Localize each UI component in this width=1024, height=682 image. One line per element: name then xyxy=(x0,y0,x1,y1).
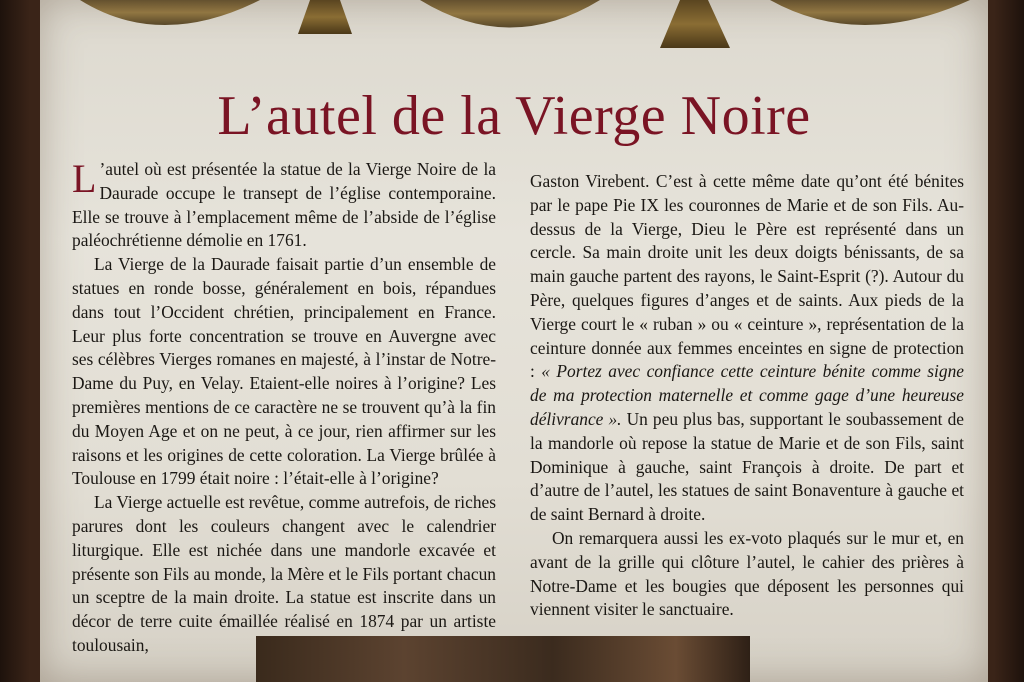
drop-cap: L xyxy=(72,156,97,201)
tassel-swag xyxy=(80,0,260,25)
paragraph: On remarquera aussi les ex-voto plaqués sur le mur et, en avant de la grille qui clôture l’autel, le cahier des prières à Notre-Dame et les bougies que déposent les personnes qui viennent visiter le sanctuaire. xyxy=(530,527,964,620)
paragraph-text: Gaston Virebent. C’est à cette même date qu’ont été bénites par le pape Pie IX les couronnes de Marie et de son Fils. Au-dessus de la Vierge, Dieu le Père est représenté dans un cercle. Sa main droite unit les deux doigts bénissants, de sa main gauche partent des rayons, le Saint-Esprit (?). Autour du Père, quelques figures d’anges et de saints. Aux pieds de la Vierge court le « ruban » ou « ceinture », représentation de la ceinture donnée aux femmes enceintes en signe de protection : xyxy=(530,171,964,382)
paragraph: La Vierge de la Daurade faisait partie d’un ensemble de statues en ronde bosse, généralement en bois, répandues dans tout l’Occident chrétien, principalement en France. Leur plus forte concentration se trouve en Auvergne avec ses célèbres Vierges romanes en majesté, à l’instar de Notre-Dame du Puy, en Velay. Etaient-elle noires à l’origine? Les premières mentions de ce caractère ne se trouvent qu’à la fin du Moyen Age et on ne peut, à ce jour, rien affirmer sur les raisons et les origines de cette coloration. La Vierge brûlée à Toulouse en 1799 était noire : l’était-elle à l’origine? xyxy=(72,254,496,489)
gold-tassel-fringe xyxy=(40,0,988,60)
paragraph-text: ’autel où est présentée la statue de la Vierge Noire de la Daurade occupe le transept de l’église contemporaine. Elle se trouve à l’emplacement même de l’abside de l’église paléochrétienne démolie en 1761. xyxy=(72,159,496,251)
paragraph xyxy=(72,158,496,253)
panel-title: L’autel de la Vierge Noire xyxy=(217,85,811,147)
italic-quote: « Portez avec confiance cette ceinture bénite comme signe de ma protection maternelle et comme gage d’une heureuse délivrance ». xyxy=(530,361,964,429)
paragraph xyxy=(530,170,964,527)
right-text-column xyxy=(530,170,964,622)
altar-photo xyxy=(256,636,750,682)
tassel xyxy=(298,0,352,34)
tassel-swag xyxy=(420,0,600,28)
tassel xyxy=(660,0,730,48)
left-text-column xyxy=(72,158,496,658)
tassel-swag xyxy=(770,0,970,25)
paragraph-text: Un peu plus bas, supportant le soubassement de la mandorle où repose la statue de Marie et de son Fils, saint Dominique à gauche, saint François à droite. De part et d’autre de l’autel, les statues de saint Bonaventure à gauche et de saint Bernard à droite. xyxy=(530,408,964,525)
paragraph: La Vierge actuelle est revêtue, comme autrefois, de riches parures dont les couleurs changent avec le calendrier liturgique. Elle est nichée dans une mandorle excavée et présente son Fils au monde, la Mère et le Fils portant chacun un sceptre de la main droite. La statue est inscrite dans un décor de terre cuite émaillée réalisé en 1874 par un artiste toulousain, xyxy=(72,492,496,655)
